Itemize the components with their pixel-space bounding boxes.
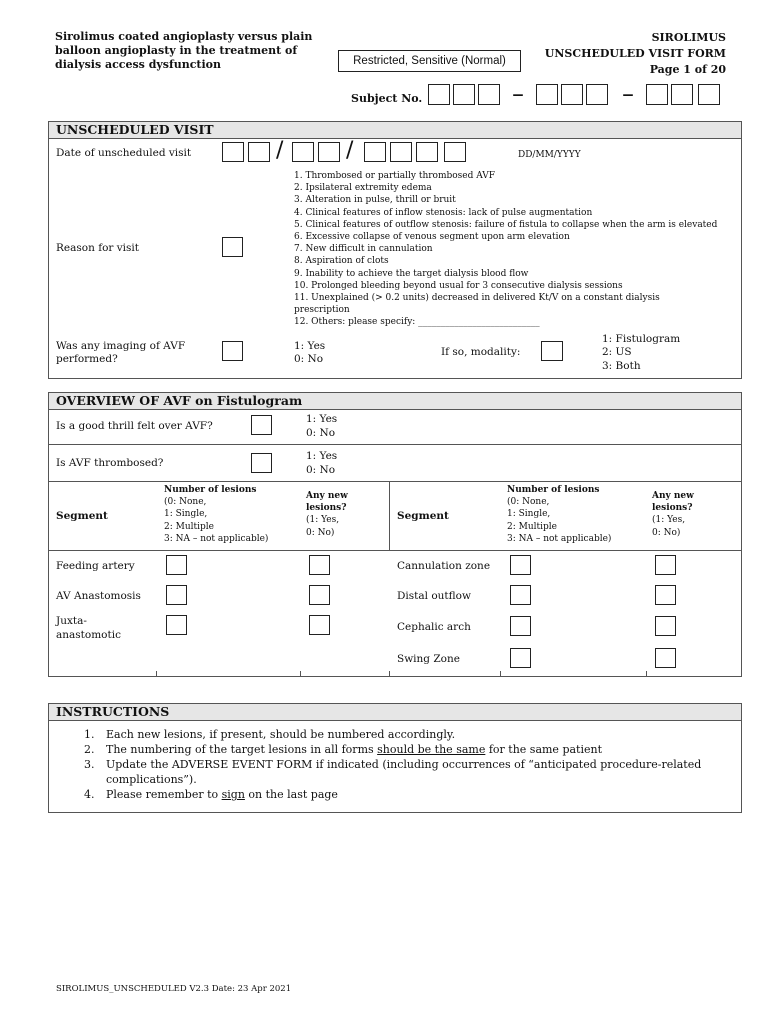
reason-option: 4. Clinical features of inflow stenosis: lack of pulse augmentation	[294, 207, 593, 218]
instruction-text: for the same patient	[485, 743, 602, 756]
instruction-item	[98, 727, 770, 742]
imaging-label: Was any imaging of AVF	[56, 340, 186, 352]
subject-digit-box[interactable]	[586, 84, 608, 105]
segment-cannulation-zone: Cannulation zone	[397, 560, 491, 572]
new-lesion-box[interactable]	[309, 555, 330, 575]
reason-option: 12. Others: please specify: ___________________________	[294, 317, 540, 328]
header-line: lesions?	[306, 503, 347, 514]
lesions-column-header	[164, 484, 268, 545]
year-digit-box[interactable]	[390, 142, 412, 162]
thrombosed-yes-option: 1: Yes	[306, 450, 338, 462]
day-digit-box[interactable]	[222, 142, 244, 162]
instruction-text: Please remember to	[106, 788, 222, 801]
subject-digit-box[interactable]	[698, 84, 720, 105]
modality-option: 2: US	[602, 346, 632, 358]
modality-code-box[interactable]	[541, 341, 563, 361]
reason-option: 10. Prolonged bleeding beyond usual for 3 consecutive dialysis sessions	[294, 280, 623, 291]
modality-option: 1: Fistulogram	[602, 333, 681, 345]
instruction-text: Update the ADVERSE EVENT FORM if indicated (including occurrences of “anticipated procedure-related complications”).	[106, 758, 702, 786]
header-line: 3: NA – not applicable)	[164, 533, 269, 544]
year-digit-box[interactable]	[416, 142, 438, 162]
reason-option: 1. Thrombosed or partially thrombosed AVF	[294, 171, 496, 181]
subject-digit-box[interactable]	[453, 84, 475, 105]
new-lesion-box[interactable]	[655, 616, 676, 636]
reason-option: 3. Alteration in pulse, thrill or bruit	[294, 195, 456, 206]
reason-option: 7. New difficult in cannulation	[294, 244, 433, 255]
header-line: (1: Yes,	[652, 515, 686, 526]
lesion-count-box[interactable]	[510, 616, 531, 636]
segment-feeding-artery: Feeding artery	[56, 560, 135, 572]
thrill-label: Is a good thrill felt over AVF?	[56, 420, 213, 432]
lesion-count-box[interactable]	[166, 555, 187, 575]
reason-option: prescription	[294, 305, 350, 316]
new-lesion-box[interactable]	[309, 615, 330, 635]
header-line: 3: NA – not applicable)	[507, 533, 612, 544]
new-lesion-box[interactable]	[309, 585, 330, 605]
page-number: Page 1 of 20	[649, 63, 726, 76]
thrill-no-option: 0: No	[306, 427, 336, 439]
reason-option: 6. Excessive collapse of venous segment upon arm elevation	[294, 232, 570, 243]
new-lesions-column-header	[652, 490, 694, 539]
new-lesion-box[interactable]	[655, 555, 676, 575]
thrill-code-box[interactable]	[251, 415, 272, 435]
column-tick	[300, 671, 301, 677]
reason-option: 9. Inability to achieve the target dialysis blood flow	[294, 268, 529, 279]
study-name: SIROLIMUS	[651, 31, 726, 44]
header-line: 0: No)	[306, 527, 335, 538]
column-tick	[500, 671, 501, 677]
header-line: 2: Multiple	[507, 521, 557, 532]
header-line: lesions?	[652, 503, 693, 514]
year-digit-box[interactable]	[444, 142, 466, 162]
month-digit-box[interactable]	[318, 142, 340, 162]
imaging-no-option: 0: No	[294, 353, 324, 365]
reason-option: 11. Unexplained (> 0.2 units) decreased in delivered Kt/V on a constant dialysis	[294, 293, 660, 304]
footer-version: SIROLIMUS_UNSCHEDULED V2.3 Date: 23 Apr 2021	[56, 984, 292, 994]
instruction-item	[98, 742, 770, 757]
header-line: 0: No)	[652, 527, 681, 538]
subject-digit-box[interactable]	[536, 84, 558, 105]
header-line: 1: Single,	[164, 509, 208, 520]
header-line: (0: None,	[164, 497, 207, 508]
header-line: (1: Yes,	[306, 515, 340, 526]
header-line: Any new	[306, 491, 348, 501]
segment-av-anastomosis: AV Anastomosis	[56, 590, 141, 602]
date-separator: /	[276, 138, 284, 163]
instruction-item	[98, 787, 770, 802]
thrill-yes-option: 1: Yes	[306, 413, 338, 425]
header-line: Any new	[652, 491, 694, 501]
year-digit-box[interactable]	[364, 142, 386, 162]
lesion-count-box[interactable]	[510, 648, 531, 668]
instruction-emphasis: should be the same	[377, 743, 486, 756]
thrombosed-label: Is AVF thrombosed?	[56, 457, 164, 469]
visit-date-label: Date of unscheduled visit	[56, 147, 192, 159]
date-separator: /	[346, 138, 354, 163]
column-tick	[646, 671, 647, 677]
reason-option: 8. Aspiration of clots	[294, 256, 389, 267]
segment-juxta-anastomotic: anastomotic	[56, 629, 121, 641]
instruction-text: on the last page	[244, 788, 338, 801]
row-divider	[48, 444, 742, 445]
instruction-text: The numbering of the target lesions in all forms	[106, 743, 378, 756]
subject-separator: –	[622, 80, 634, 108]
modality-label: If so, modality:	[441, 346, 521, 358]
header-line: Number of lesions	[507, 485, 600, 495]
instruction-emphasis: sign	[221, 788, 245, 801]
segment-cephalic-arch: Cephalic arch	[397, 621, 471, 633]
section-heading: UNSCHEDULED VISIT	[49, 122, 741, 139]
new-lesions-column-header	[306, 490, 348, 539]
segment-column-header: Segment	[56, 510, 108, 522]
imaging-label: performed?	[56, 353, 118, 365]
segment-distal-outflow: Distal outflow	[397, 590, 471, 602]
subject-label: Subject No.	[351, 92, 423, 105]
subject-digit-box[interactable]	[478, 84, 500, 105]
lesions-column-header	[507, 484, 611, 545]
segment-juxta-anastomotic: Juxta-	[56, 615, 87, 627]
new-lesion-box[interactable]	[655, 585, 676, 605]
imaging-code-box[interactable]	[222, 341, 243, 361]
month-digit-box[interactable]	[292, 142, 314, 162]
reason-option: 2. Ipsilateral extremity edema	[294, 183, 432, 194]
subject-digit-box[interactable]	[428, 84, 450, 105]
new-lesion-box[interactable]	[655, 648, 676, 668]
subject-digit-box[interactable]	[671, 84, 693, 105]
thrombosed-no-option: 0: No	[306, 464, 336, 476]
lesion-count-box[interactable]	[166, 585, 187, 605]
subject-digit-box[interactable]	[646, 84, 668, 105]
header-line: (0: None,	[507, 497, 550, 508]
column-tick	[156, 671, 157, 677]
column-tick	[389, 671, 390, 677]
section-heading: OVERVIEW OF AVF on Fistulogram	[49, 393, 741, 410]
reason-code-box[interactable]	[222, 237, 243, 257]
instruction-text: Each new lesions, if present, should be numbered accordingly.	[106, 728, 456, 741]
instruction-item	[98, 757, 770, 787]
classification-label: Restricted, Sensitive (Normal)	[338, 50, 521, 72]
date-format-hint: DD/MM/YYYY	[518, 150, 581, 160]
modality-option: 3: Both	[602, 360, 641, 372]
reason-label: Reason for visit	[56, 242, 140, 254]
thrombosed-code-box[interactable]	[251, 453, 272, 473]
lesion-count-box[interactable]	[166, 615, 187, 635]
segment-column-header: Segment	[397, 510, 449, 522]
column-divider	[389, 481, 390, 550]
form-name: UNSCHEDULED VISIT FORM	[544, 47, 726, 60]
section-heading: INSTRUCTIONS	[49, 704, 741, 721]
instructions-list	[50, 727, 770, 802]
header-line: Number of lesions	[164, 485, 257, 495]
reason-option: 5. Clinical features of outflow stenosis: failure of fistula to collapse when the arm is elevated	[294, 219, 718, 230]
avf-overview-section	[48, 392, 742, 677]
segment-swing-zone: Swing Zone	[397, 653, 460, 665]
study-title: Sirolimus coated angioplasty versus plain balloon angioplasty in the treatment of dialysis access dysfunction	[55, 30, 313, 71]
row-divider	[48, 481, 742, 482]
lesion-count-box[interactable]	[510, 585, 531, 605]
header-line: 1: Single,	[507, 509, 551, 520]
header-line: 2: Multiple	[164, 521, 214, 532]
subject-digit-box[interactable]	[561, 84, 583, 105]
day-digit-box[interactable]	[248, 142, 270, 162]
reason-options-list	[294, 170, 734, 329]
lesion-count-box[interactable]	[510, 555, 531, 575]
imaging-yes-option: 1: Yes	[294, 340, 326, 352]
row-divider	[48, 550, 742, 551]
subject-separator: –	[512, 80, 524, 108]
